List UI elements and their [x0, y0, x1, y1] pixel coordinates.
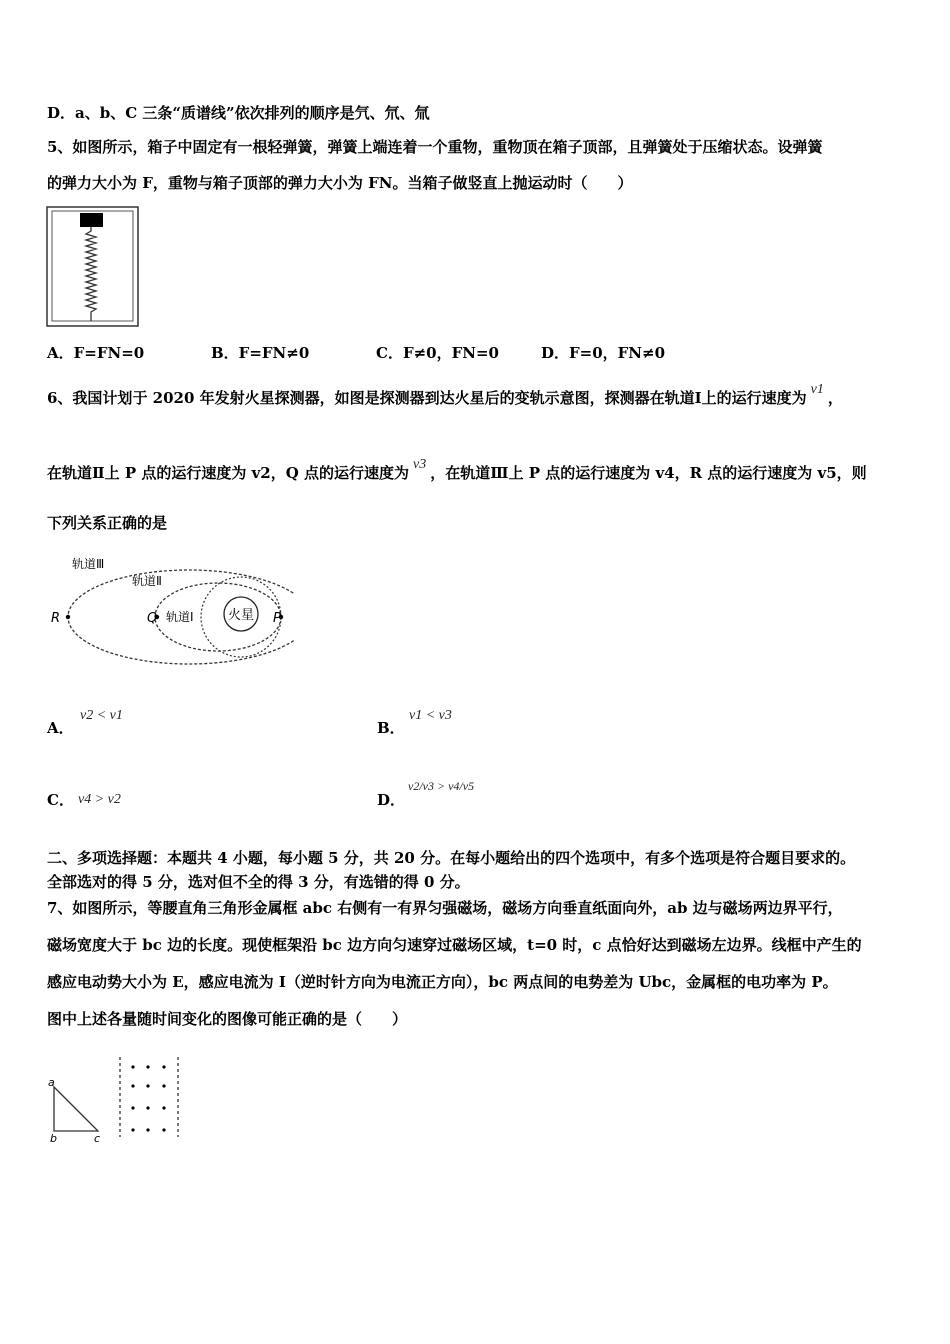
point-p-label: P	[273, 611, 281, 626]
section-2-header-line-2: 全部选对的得 5 分，选对但不全的得 3 分，有选错的得 0 分。	[47, 873, 470, 891]
point-r-dot	[66, 615, 70, 619]
q6-option-c-expr: v4 > v2	[78, 792, 121, 807]
q5-option-d: D．F=0，FN≠0	[541, 344, 666, 362]
orbit-3-label: 轨道Ⅲ	[72, 557, 105, 571]
triangle-frame	[54, 1087, 98, 1131]
q7-text-line-3: 感应电动势大小为 E，感应电流为 I（逆时针方向为电流正方向），bc 两点间的电势差为 Ubc，金属框的电功率为 P。	[47, 973, 838, 991]
q4-option-d: D．a、b、C 三条“质谱线”依次排列的顺序是氕、氘、氚	[47, 104, 430, 122]
q6-option-d-label: D．	[377, 791, 406, 809]
q7-triangle-field-diagram	[44, 1055, 189, 1145]
vertex-c-label: c	[94, 1132, 101, 1145]
q6-line2a-text: 在轨道Ⅱ上 P 点的运行速度为 v2，Q 点的运行速度为	[47, 464, 410, 482]
q6-line1-end: ，	[827, 389, 843, 407]
point-q-label: Q	[147, 611, 158, 626]
q6-orbit-diagram	[44, 548, 294, 668]
q5-text-line-2: 的弹力大小为 F，重物与箱子顶部的弹力大小为 FN。当箱子做竖直上抛运动时（ ）	[47, 174, 633, 192]
mars-label: 火星	[227, 608, 255, 623]
q6-text-line-2	[47, 457, 867, 485]
q7-text-line-1: 7、如图所示，等腰直角三角形金属框 abc 右侧有一有界匀强磁场，磁场方向垂直纸面向外，ab 边与磁场两边界平行，	[47, 899, 843, 917]
weight-block	[80, 213, 103, 227]
vertex-a-label: a	[48, 1076, 55, 1089]
q6-line1-text: 6、我国计划于 2020 年发射火星探测器，如图是探测器到达火星后的变轨示意图，探测器在轨道Ⅰ上的运行速度为	[47, 389, 807, 407]
q6-line2b-text: ，在轨道Ⅲ上 P 点的运行速度为 v4，R 点的运行速度为 v5，则	[430, 464, 867, 482]
q6-option-b-expr: v1 < v3	[409, 708, 452, 723]
q6-option-c-label: C．	[47, 791, 74, 809]
q5-option-c: C．F≠0，FN=0	[376, 344, 499, 362]
q6-option-a-expr: v2 < v1	[80, 708, 123, 723]
v1-symbol: v1	[810, 382, 824, 397]
q6-text-line-1	[47, 382, 843, 410]
q7-text-line-2: 磁场宽度大于 bc 边的长度。现使框架沿 bc 边方向匀速穿过磁场区域，t=0 时，c 点恰好达到磁场左边界。线框中产生的	[47, 936, 862, 954]
q6-option-b-label: B．	[377, 719, 405, 737]
section-2-header-line-1: 二、多项选择题：本题共 4 小题，每小题 5 分，共 20 分。在每小题给出的四个选项中，有多个选项是符合题目要求的。	[47, 849, 856, 867]
point-r-label: R	[51, 611, 61, 626]
q5-box-spring-diagram	[46, 206, 140, 328]
q6-text-line-3: 下列关系正确的是	[47, 514, 168, 532]
q6-option-d-expr: v2/v3 > v4/v5	[408, 779, 475, 793]
orbit-1-label: 轨道Ⅰ	[166, 610, 194, 624]
q6-option-a-label: A．	[47, 719, 74, 737]
spring	[86, 227, 96, 321]
vertex-b-label: b	[50, 1132, 57, 1145]
q7-text-line-4: 图中上述各量随时间变化的图像可能正确的是（ ）	[47, 1010, 408, 1028]
q5-option-a: A．F=FN=0	[47, 344, 145, 362]
q5-option-b: B．F=FN≠0	[211, 344, 310, 362]
magnetic-field-dots	[131, 1065, 165, 1131]
orbit-2-label: 轨道Ⅱ	[132, 574, 162, 588]
q5-text-line-1: 5、如图所示，箱子中固定有一根轻弹簧，弹簧上端连着一个重物，重物顶在箱子顶部，且弹簧处于压缩状态。设弹簧	[47, 138, 823, 156]
v3-symbol: v3	[413, 457, 427, 472]
